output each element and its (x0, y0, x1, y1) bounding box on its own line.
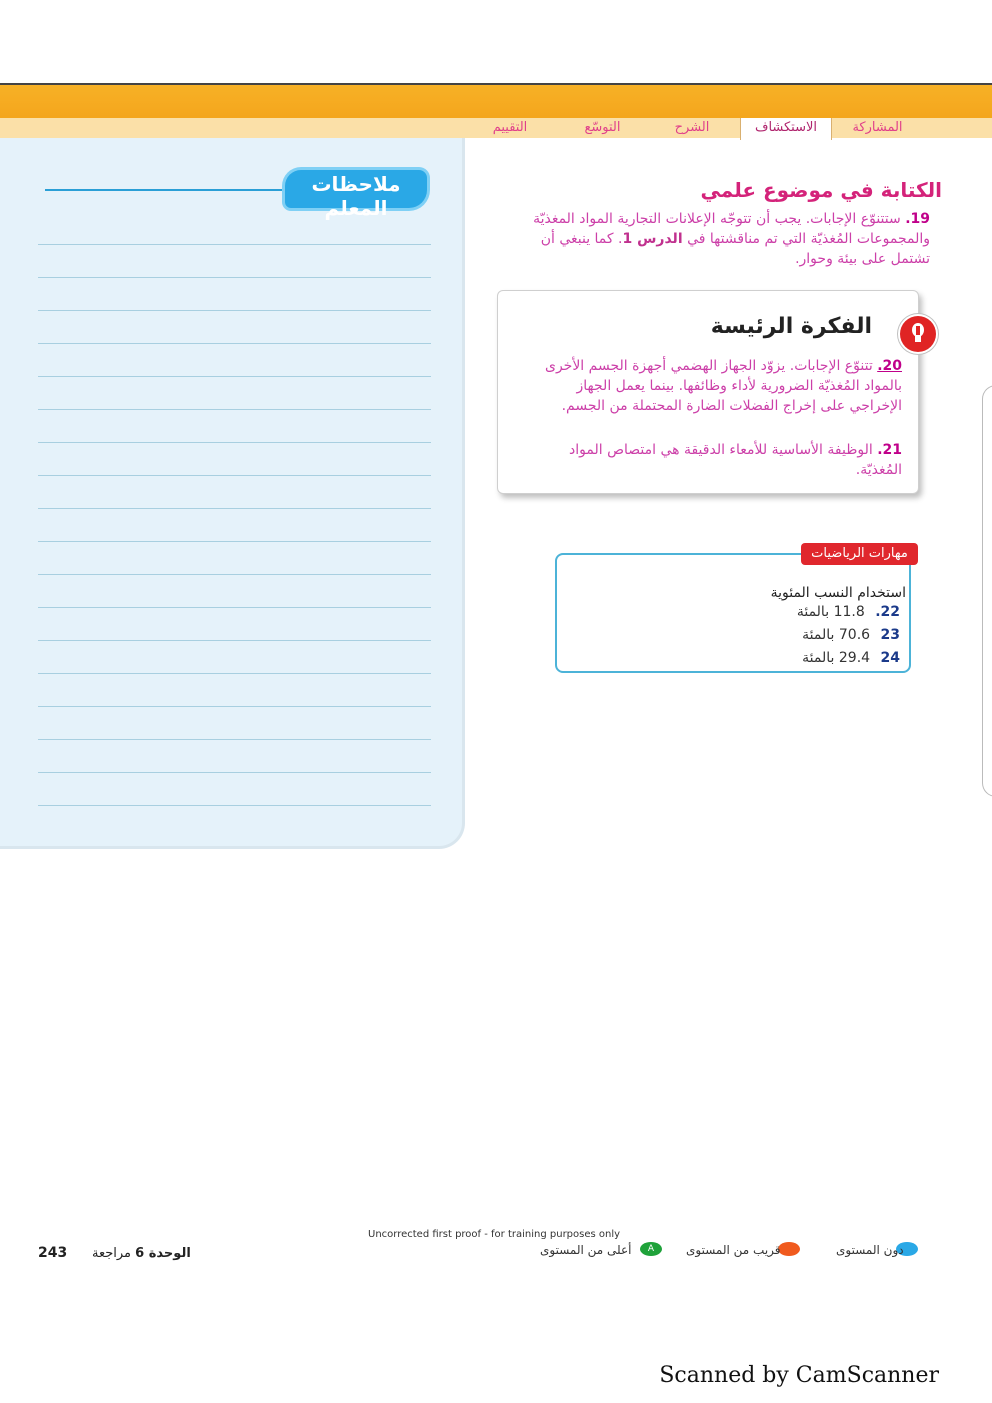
answer-20 (522, 356, 902, 416)
proof-notice: Uncorrected first proof - for training purposes only (368, 1229, 621, 1240)
notes-ruled-line (38, 805, 431, 806)
scanner-watermark: Scanned by CamScanner (659, 1363, 939, 1388)
notes-ruled-line (38, 541, 431, 542)
answer-19-end: . كما ينبغي أن تشتمل على بيئة وحوار. (540, 231, 930, 267)
lightbulb-glyph-icon (909, 322, 927, 346)
notes-ruled-line (38, 442, 431, 443)
math-row-value: 70.6 (838, 627, 871, 643)
math-row-number: 22. (875, 604, 900, 620)
notes-ruled-line (38, 277, 431, 278)
level-near-icon (778, 1242, 800, 1256)
page-edge-bracket (982, 385, 992, 797)
math-row-value: 29.4 (838, 650, 871, 666)
notes-ruled-line (38, 409, 431, 410)
notes-ruled-line (38, 310, 431, 311)
notes-ruled-line (38, 607, 431, 608)
math-row-number: 24 (880, 650, 900, 666)
writing-heading: الكتابة في موضوع علمي (700, 178, 942, 202)
unit-label (92, 1246, 191, 1261)
tab-evaluate[interactable]: التقييم (492, 120, 528, 135)
math-row-value: 11.8 (833, 604, 865, 620)
answer-19-text: ستتنوّع الإجابات. يجب أن تتوجّه الإعلانات التجارية المواد المغذيّة والمجموعات المُغذيّة التي تم مناقشتها في (533, 211, 930, 247)
notes-title: ملاحظات المعلم (311, 172, 401, 220)
tab-elaborate[interactable]: التوسّع (584, 120, 621, 135)
answer-21 (522, 440, 902, 480)
notes-ruled-line (38, 475, 431, 476)
notes-ruled-line (38, 739, 431, 740)
math-row (797, 604, 900, 620)
answer-21-number: 21. (877, 442, 902, 458)
math-subtitle: استخدام النسب المئوية (770, 585, 906, 601)
unit-label-bold: الوحدة 6 (135, 1246, 191, 1261)
math-row-unit: بالمئة (802, 627, 835, 643)
math-row (802, 627, 900, 643)
notes-ruled-line (38, 376, 431, 377)
tab-explain[interactable]: الشرح (674, 120, 710, 135)
notes-ruled-line (38, 706, 431, 707)
notes-ruled-line (38, 574, 431, 575)
math-row-unit: بالمئة (802, 650, 835, 666)
notes-ruled-line (38, 343, 431, 344)
math-skills-tab: مهارات الرياضيات (801, 543, 918, 565)
legend-below: دون المستوى (836, 1243, 904, 1257)
notes-ruled-line (38, 772, 431, 773)
math-row-number: 23 (880, 627, 900, 643)
answer-21-text: الوظيفة الأساسية للأمعاء الدقيقة هي امتصاص المواد المُغذيّة. (569, 442, 902, 478)
tab-explore[interactable]: الاستكشاف (740, 118, 832, 140)
level-above-mark: A (647, 1244, 655, 1254)
answer-20-text: تتنوّع الإجابات. يزوّد الجهاز الهضمي أجهزة الجسم الأخرى بالمواد المُغذيّة الضرورية لأداء وظائفها. بينما يعمل الجهاز الإخراجي على إخراج الفضلات الضارة المحتملة من الجسم. (544, 358, 902, 414)
notes-ruled-line (38, 508, 431, 509)
notes-title-rule (45, 189, 295, 191)
notes-ruled-line (38, 244, 431, 245)
legend-near: قريب من المستوى (686, 1243, 781, 1257)
answer-19-lesson: الدرس 1 (622, 231, 683, 247)
main-idea-title: الفكرة الرئيسة (710, 314, 872, 339)
answer-20-number: 20. (877, 358, 902, 374)
notes-ruled-line (38, 640, 431, 641)
tab-engage[interactable]: المشاركة (852, 120, 903, 135)
notes-ruled-line (38, 673, 431, 674)
math-row (802, 650, 900, 666)
page-number: 243 (38, 1245, 68, 1261)
legend-above: أعلى من المستوى (540, 1243, 632, 1257)
math-row-unit: بالمئة (796, 604, 830, 620)
answer-19 (530, 209, 930, 269)
answer-19-number: 19. (905, 211, 930, 227)
header-banner (0, 83, 992, 120)
unit-label-rest: مراجعة (92, 1246, 132, 1261)
